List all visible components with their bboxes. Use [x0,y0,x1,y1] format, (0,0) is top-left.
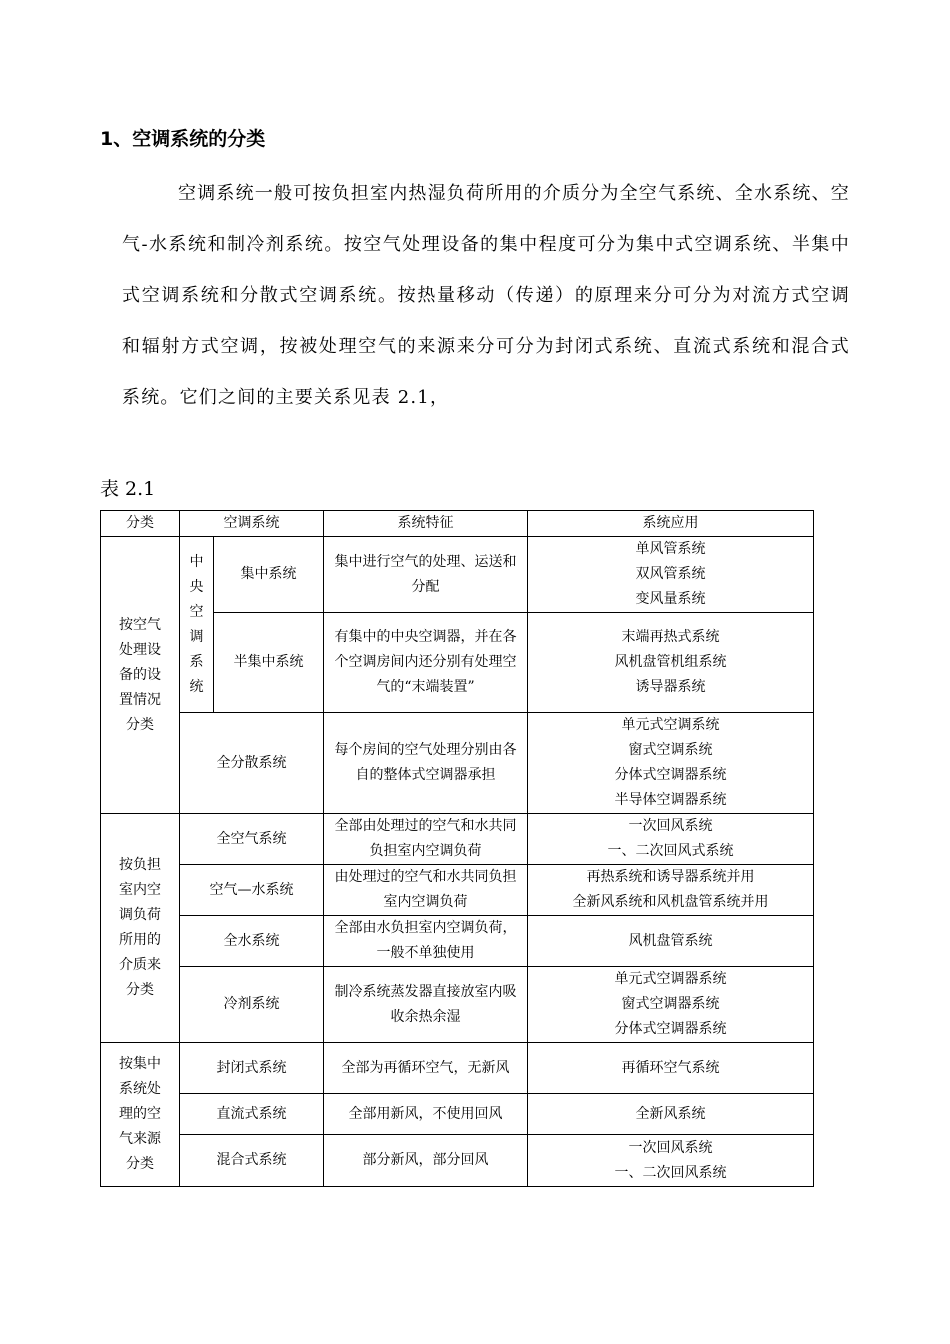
system-cell: 直流式系统 [180,1094,324,1135]
category-cell: 按集中系统处理的空气来源分类 [101,1043,180,1187]
application-cell: 一次回风系统 一、二次回风系统 [528,1135,814,1187]
table-row [101,1043,814,1094]
feature-cell: 全部由水负担室内空调负荷，一般不单独使用 [324,916,528,967]
feature-cell: 由处理过的空气和水共同负担室内空调负荷 [324,865,528,916]
application-cell: 单风管系统 双风管系统 变风量系统 [528,537,814,613]
table-row [101,537,814,613]
application-cell: 单元式空调器系统 窗式空调器系统 分体式空调器系统 [528,967,814,1043]
application-cell: 再循环空气系统 [528,1043,814,1094]
feature-cell: 制冷系统蒸发器直接放室内吸收余热余湿 [324,967,528,1043]
feature-cell: 集中进行空气的处理、运送和分配 [324,537,528,613]
table-row [101,865,814,916]
system-cell: 集中系统 [214,537,324,613]
system-cell: 空气—水系统 [180,865,324,916]
application-cell: 风机盘管系统 [528,916,814,967]
table-row [101,713,814,814]
system-cell: 封闭式系统 [180,1043,324,1094]
table-caption: 表 2.1 [100,478,156,500]
system-cell: 冷剂系统 [180,967,324,1043]
table-row [101,916,814,967]
feature-cell: 每个房间的空气处理分别由各自的整体式空调器承担 [324,713,528,814]
system-cell: 半集中系统 [214,613,324,713]
intro-paragraph-text: 空调系统一般可按负担室内热湿负荷所用的介质分为全空气系统、全水系统、空气-水系统和制冷剂系统。按空气处理设备的集中程度可分为集中式空调系统、半集中式空调系统和分散式空调系统。按热量移动（传递）的原理来分可分为对流方式空调和辐射方式空调，按被处理空气的来源来分可分为封闭式系统、直流式系统和混合式系统。它们之间的主要关系见表 2.1， [122,183,850,408]
application-cell: 全新风系统 [528,1094,814,1135]
header-system: 空调系统 [180,511,324,537]
section-heading: 1、空调系统的分类 [100,128,266,150]
application-cell: 单元式空调系统 窗式空调系统 分体式空调器系统 半导体空调器系统 [528,713,814,814]
feature-cell: 全部用新风，不使用回风 [324,1094,528,1135]
intro-paragraph [122,168,850,423]
feature-cell: 全部由处理过的空气和水共同负担室内空调负荷 [324,814,528,865]
system-cell: 全空气系统 [180,814,324,865]
application-cell: 一次回风系统 一、二次回风式系统 [528,814,814,865]
classification-table [100,510,814,1187]
system-cell: 全分散系统 [180,713,324,814]
system-cell: 全水系统 [180,916,324,967]
central-system-cell: 中央空调系统 [180,537,214,713]
table-row [101,1135,814,1187]
category-cell: 按负担室内空调负荷所用的介质来分类 [101,814,180,1043]
table-row [101,1094,814,1135]
header-category: 分类 [101,511,180,537]
category-cell: 按空气处理设备的设置情况分类 [101,537,180,814]
table-header-row [101,511,814,537]
header-application: 系统应用 [528,511,814,537]
feature-cell: 全部为再循环空气，无新风 [324,1043,528,1094]
feature-cell: 部分新风，部分回风 [324,1135,528,1187]
application-cell: 末端再热式系统 风机盘管机组系统 诱导器系统 [528,613,814,713]
application-cell: 再热系统和诱导器系统并用 全新风系统和风机盘管系统并用 [528,865,814,916]
feature-cell: 有集中的中央空调器，并在各个空调房间内还分别有处理空气的“末端装置” [324,613,528,713]
table-row [101,814,814,865]
system-cell: 混合式系统 [180,1135,324,1187]
header-feature: 系统特征 [324,511,528,537]
table-row [101,967,814,1043]
